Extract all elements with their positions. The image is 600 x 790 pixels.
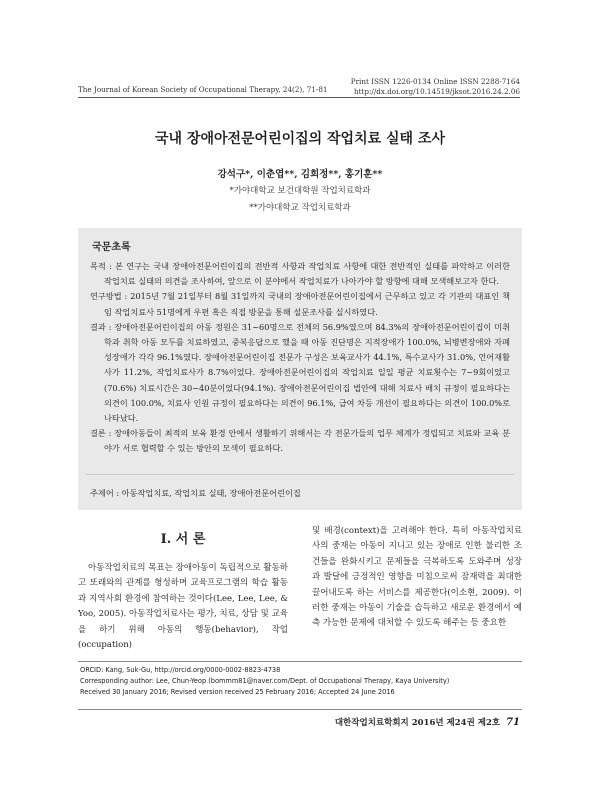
- page-footer-rule: [78, 709, 522, 710]
- abstract-box: [78, 228, 522, 510]
- abstract-divider: [86, 474, 514, 475]
- intro-paragraph-left: 아동작업치료의 목표는 장애아동이 독립적으로 활동하고 또래와의 관계를 형성하며 교육프로그램의 학습 활동과 지역사회 환경에 참여하는 것이다(Lee, Lee, Lee, & Yoo, 2005). 아동작업치료사는 평가, 치료, 상담 및 교육을 하기 위해 아동의 행동(behavior), 작업(occupation): [78, 563, 288, 651]
- author-list: 강석구*, 이춘엽**, 김희정**, 홍기훈**: [217, 169, 383, 180]
- header-rule: [78, 97, 520, 98]
- footnotes: [80, 665, 449, 699]
- affiliation-2: **가야대학교 작업치료학과: [249, 203, 351, 213]
- issn-line: Print ISSN 1226-0134 Online ISSN 2288-7164: [350, 77, 520, 86]
- footnote-received-dates: Received 30 January 2016; Revised version received 25 February 2016; Accepted 24 June 2016: [80, 688, 395, 697]
- paper-title: 국내 장애아전문어린이집의 작업치료 실태 조사: [155, 131, 445, 147]
- affiliation-1: *가야대학교 보건대학원 작업치료학과: [229, 186, 371, 196]
- abstract-purpose: 목적 : 본 연구는 국내 장애아전문어린이집의 전반적 사항과 작업치료 사항에 대한 전반적인 실태를 파악하고 이러한 작업치료 실태의 의견을 조사하여, 앞으로 이 분야에서 작업치료가 나아가야 할 방향에 대해 모색해보고자 한다.: [90, 261, 510, 287]
- intro-right-column: [312, 524, 522, 632]
- abstract-heading: 국문초록: [92, 242, 131, 253]
- footer-journal-issue: 대한작업치료학회지 2016년 제24권 제2호: [334, 718, 501, 728]
- abstract-results: 결과 : 장애아전문어린이집의 아동 정원은 31~60명으로 전체의 56.9%였으며 84.3%의 장애아전문어린이집이 미취학과 취학 아동 모두를 치료하였고, 중복응답으로 했을 때 아동 진단명은 지적장애가 100.0%, 뇌병변장애와 자폐성장애가 각각 96.1%였다. 장애아전문어린이집 전문가 구성은 보육교사가 44.1%, 특수교사가 31.0%, 언어재활사가 11.2%, 작업치료사가 8.7%이었다. 장애아전문어린이집의 작업치료 일일 평균 치료횟수는 7~9회이었고(70.6%) 치료시간은 30~40분이었다(94.1%). 장애아전문어린이집 법안에 대해 치료사 배치 규정이 필요하다는 의견이 100.0%, 치료사 인원 규정이 필요하다는 의견이 96.1%, 급여 차등 개선이 필요하다는 의견이 100.0%로 나타났다.: [90, 321, 510, 424]
- abstract-keywords: 주제어 : 아동작업치료, 작업치료 실태, 장애아전문어린이집: [90, 488, 301, 498]
- footnote-orcid: ORCID: Kang, Suk-Gu, http://orcid.org/0000-0002-8823-4738: [80, 666, 281, 674]
- journal-citation: The Journal of Korean Society of Occupational Therapy, 24(2), 71-81: [78, 85, 328, 94]
- issn-doi-block: [351, 77, 520, 97]
- intro-left-column: [78, 561, 288, 653]
- page-footer: [335, 716, 520, 728]
- doi-link[interactable]: http://dx.doi.org/10.14519/jksot.2016.24.2.06: [353, 87, 520, 96]
- section-heading-introduction: Ⅰ. 서 론: [160, 532, 206, 547]
- page-number: 71: [506, 717, 520, 728]
- footnote-rule: [78, 661, 522, 662]
- footnote-corresponding-author: Corresponding author: Lee, Chun-Yeop (bommm81@naver.com/Dept. of Occupational Therapy, Kaya University): [80, 677, 450, 686]
- abstract-methods: 연구방법 : 2015년 7월 21일부터 8월 31일까지 국내의 장애아전문어린이집에서 근무하고 있고 각 기관의 대표인 책임 작업치료사 51명에게 우편 혹은 직접 방문을 통해 설문조사를 실시하였다.: [90, 291, 510, 317]
- abstract-conclusion: 결론 : 장애아동들이 최적의 보육 환경 안에서 생활하기 위해서는 각 전문가들의 업무 체계가 정립되고 치료와 교육 분야가 서로 협력할 수 있는 방안의 모색이 필요하다.: [90, 428, 510, 454]
- intro-paragraph-right: 및 배경(context)을 고려해야 한다. 특히 아동작업치료사의 중재는 아동이 지니고 있는 장애로 인한 불리한 조건들을 완화시키고 문제들을 극복하도록 도와주며 성장과 발달에 긍정적인 영향을 미침으로써 잠재력을 최대한 끌어내도록 하는 서비스를 제공한다(이소현, 2009). 이러한 중재는 아동이 기술을 습득하고 새로운 환경에서 예측 가능한 문제에 대처할 수 있도록 해주는 등 중요한: [312, 526, 522, 629]
